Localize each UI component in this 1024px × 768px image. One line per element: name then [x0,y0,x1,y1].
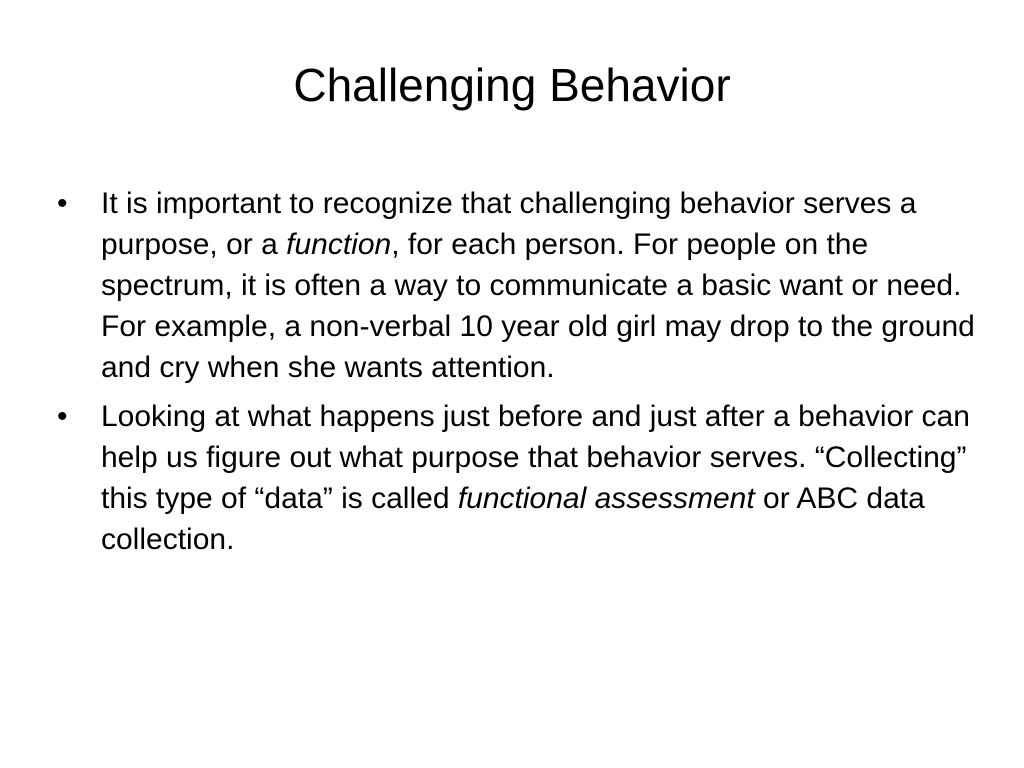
bullet-text-part: Looking at what happens just before and just after a behavior can help us figure out what purpose that behavior serves. “Collecting” this type of “data” is called [101,400,970,515]
bullet-dot-icon: • [57,400,68,433]
bullet-italic-term: function [286,228,392,261]
slide-title: Challenging Behavior [293,59,731,111]
bullet-item [55,183,975,388]
bullet-italic-term: functional assessment [457,482,755,515]
bullet-list [55,183,975,568]
bullet-text-part: or ABC data collection. [101,482,925,556]
bullet-text-part: It is important to recognize that challenging behavior serves a purpose, or a [101,187,917,261]
bullet-text-part: , for each person. For people on the spectrum, it is often a way to communicate a basic want or need. For example, a non-verbal 10 year old girl may drop to the ground and cry when she wants attention. [101,228,975,384]
bullet-item [55,396,975,560]
bullet-dot-icon: • [57,187,68,220]
